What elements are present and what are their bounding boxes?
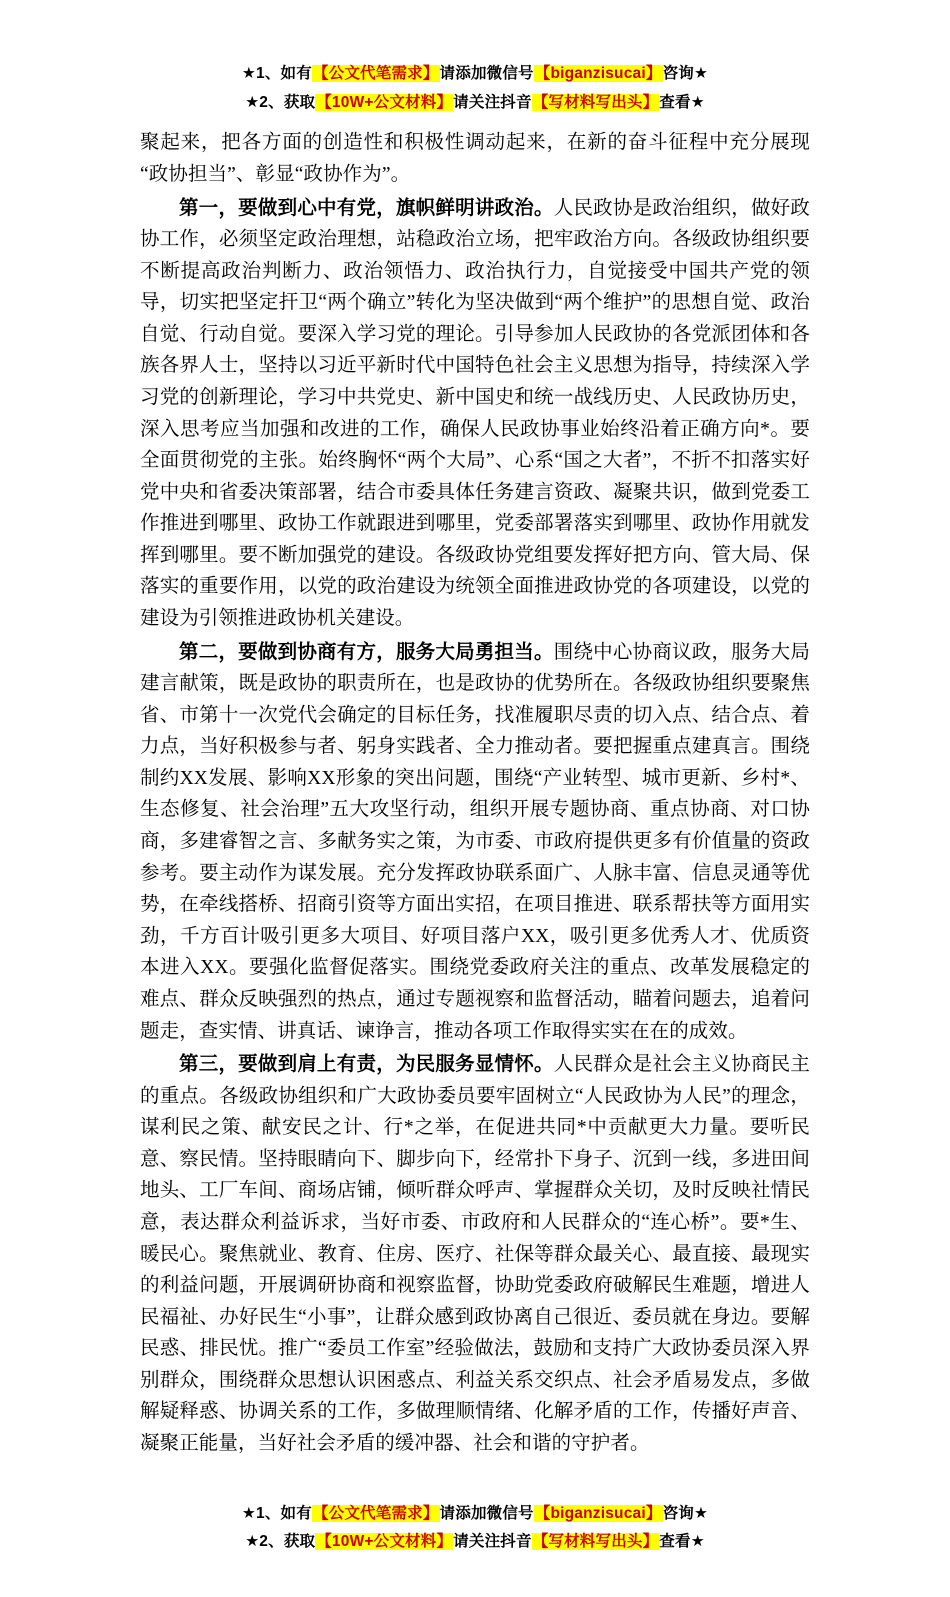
para-third	[140, 1049, 810, 1460]
promo-top-l2-segment-4: 查看★	[659, 93, 705, 111]
promo-top-l1-segment-4: 咨询★	[662, 65, 709, 82]
promo-bottom-l2-segment-3: 【写材料写出头】	[532, 1533, 659, 1551]
para-first	[140, 193, 810, 635]
promo-bottom-l2-segment-4: 查看★	[659, 1533, 705, 1551]
document-body	[140, 127, 810, 1459]
promo-banner-top-line2	[140, 89, 810, 118]
promo-banner-bottom-line2	[140, 1528, 810, 1557]
promo-top-l1-segment-2: 请添加微信号	[439, 65, 534, 82]
promo-bottom-l1-segment-4: 咨询★	[662, 1504, 709, 1522]
promo-top-l2-segment-2: 请关注抖音	[453, 93, 532, 111]
promo-top-l1-segment-0: ★1、如有	[241, 65, 312, 82]
para-second	[140, 637, 810, 1048]
para-first-text: 人民政协是政治组织，做好政协工作，必须坚定政治理想，站稳政治立场，把牢政治方向。各级政协组织要不断提高政治判断力、政治领悟力、政治执行力，自觉接受中国共产党的领导，切实把坚定扞卫“两个确立”转化为坚决做到“两个维护”的思想自觉、政治自觉、行动自觉。要深入学习党的理论。引导参加人民政协的各党派团体和各族各界人士，坚持以习近平新时代中国特色社会主义思想为指导，持续深入学习党的创新理论，学习中共党史、新中国史和统一战线历史、人民政协历史，深入思考应当加强和改进的工作，确保人民政协事业始终沿着正确方向*。要全面贯彻党的主张。始终胸怀“两个大局”、心系“国之大者”，不折不扣落实好党中央和省委决策部署，结合市委具体任务建言资政、凝聚共识，做到党委工作推进到哪里、政协工作就跟进到哪里，党委部署落实到哪里、政协作用就发挥到哪里。要不断加强党的建设。各级政协党组要发挥好把方向、管大局、保落实的重要作用，以党的政治建设为统领全面推进政协党的各项建设，以党的建设为引领推进政协机关建设。	[140, 197, 810, 630]
promo-top-l2-segment-3: 【写材料写出头】	[532, 93, 659, 111]
para-second-lead: 第二，要做到协商有方，服务大局勇担当。	[179, 641, 554, 663]
promo-top-l2-segment-1: 【10W+公文材料】	[316, 93, 453, 111]
promo-banner-top-line1	[140, 60, 810, 89]
promo-banner-bottom-line1	[140, 1500, 810, 1529]
promo-bottom-l1-segment-1: 【公文代笔需求】	[312, 1504, 439, 1522]
promo-bottom-l1-segment-3: 【biganzisucai】	[534, 1504, 662, 1522]
para-first-lead: 第一，要做到心中有党，旗帜鲜明讲政治。	[179, 197, 554, 219]
promo-bottom-l2-segment-1: 【10W+公文材料】	[316, 1533, 453, 1551]
promo-banner-top	[140, 60, 810, 117]
promo-bottom-l1-segment-2: 请添加微信号	[439, 1504, 534, 1522]
para-second-text: 围绕中心协商议政，服务大局建言献策，既是政协的职责所在，也是政协的优势所在。各级政协组织要聚焦省、市第十一次党代会确定的目标任务，找准履职尽责的切入点、结合点、着力点，当好积极参与者、躬身实践者、全力推动者。要把握重点建真言。围绕制约XX发展、影响XX形象的突出问题，围绕“产业转型、城市更新、乡村*、生态修复、社会治理”五大攻坚行动，组织开展专题协商、重点协商、对口协商，多建睿智之言、多献务实之策，为市委、市政府提供更多有价值量的资政参考。要主动作为谋发展。充分发挥政协联系面广、人脉丰富、信息灵通等优势，在牵线搭桥、招商引资等方面出实招，在项目推进、联系帮扶等方面用实劲，千方百计吸引更多大项目、好项目落户XX，吸引更多优秀人才、优质资本进入XX。要强化监督促落实。围绕党委政府关注的重点、改革发展稳定的难点、群众反映强烈的热点，通过专题视察和监督活动，瞄着问题去，追着问题走，查实情、讲真话、谏诤言，推动各项工作取得实实在在的成效。	[140, 641, 810, 1042]
promo-bottom-l2-segment-0: ★2、获取	[245, 1533, 316, 1551]
promo-bottom-l1-segment-0: ★1、如有	[241, 1504, 312, 1522]
para-third-lead: 第三，要做到肩上有责，为民服务显情怀。	[179, 1054, 554, 1076]
para-opening	[140, 127, 810, 190]
promo-bottom-l2-segment-2: 请关注抖音	[453, 1533, 532, 1551]
promo-banner-bottom	[140, 1500, 810, 1557]
promo-top-l1-segment-1: 【公文代笔需求】	[312, 65, 439, 82]
promo-top-l2-segment-0: ★2、获取	[245, 93, 316, 111]
para-third-text: 人民群众是社会主义协商民主的重点。各级政协组织和广大政协委员要牢固树立“人民政协为人民”的理念，谋利民之策、献安民之计、行*之举，在促进共同*中贡献更大力量。要听民意、察民情。坚持眼睛向下、脚步向下，经常扑下身子、沉到一线，多进田间地头、工厂车间、商场店铺，倾听群众呼声、掌握群众关切，及时反映社情民意，表达群众利益诉求，当好市委、市政府和人民群众的“连心桥”。要*生、暖民心。聚焦就业、教育、住房、医疗、社保等群众最关心、最直接、最现实的利益问题，开展调研协商和视察监督，协助党委政府破解民生难题，增进人民福祉、办好民生“小事”，让群众感到政协离自己很近、委员就在身边。要解民惑、排民忧。推广“委员工作室”经验做法，鼓励和支持广大政协委员深入界别群众，围绕群众思想认识困惑点、利益关系交织点、社会矛盾易发点，多做解疑释惑、协调关系的工作，多做理顺情绪、化解矛盾的工作，传播好声音、凝聚正能量，当好社会矛盾的缓冲器、社会和谐的守护者。	[140, 1054, 810, 1455]
promo-top-l1-segment-3: 【biganzisucai】	[534, 65, 662, 82]
para-opening-text: 聚起来，把各方面的创造性和积极性调动起来，在新的奋斗征程中充分展现“政协担当”、彰显“政协作为”。	[140, 132, 810, 185]
